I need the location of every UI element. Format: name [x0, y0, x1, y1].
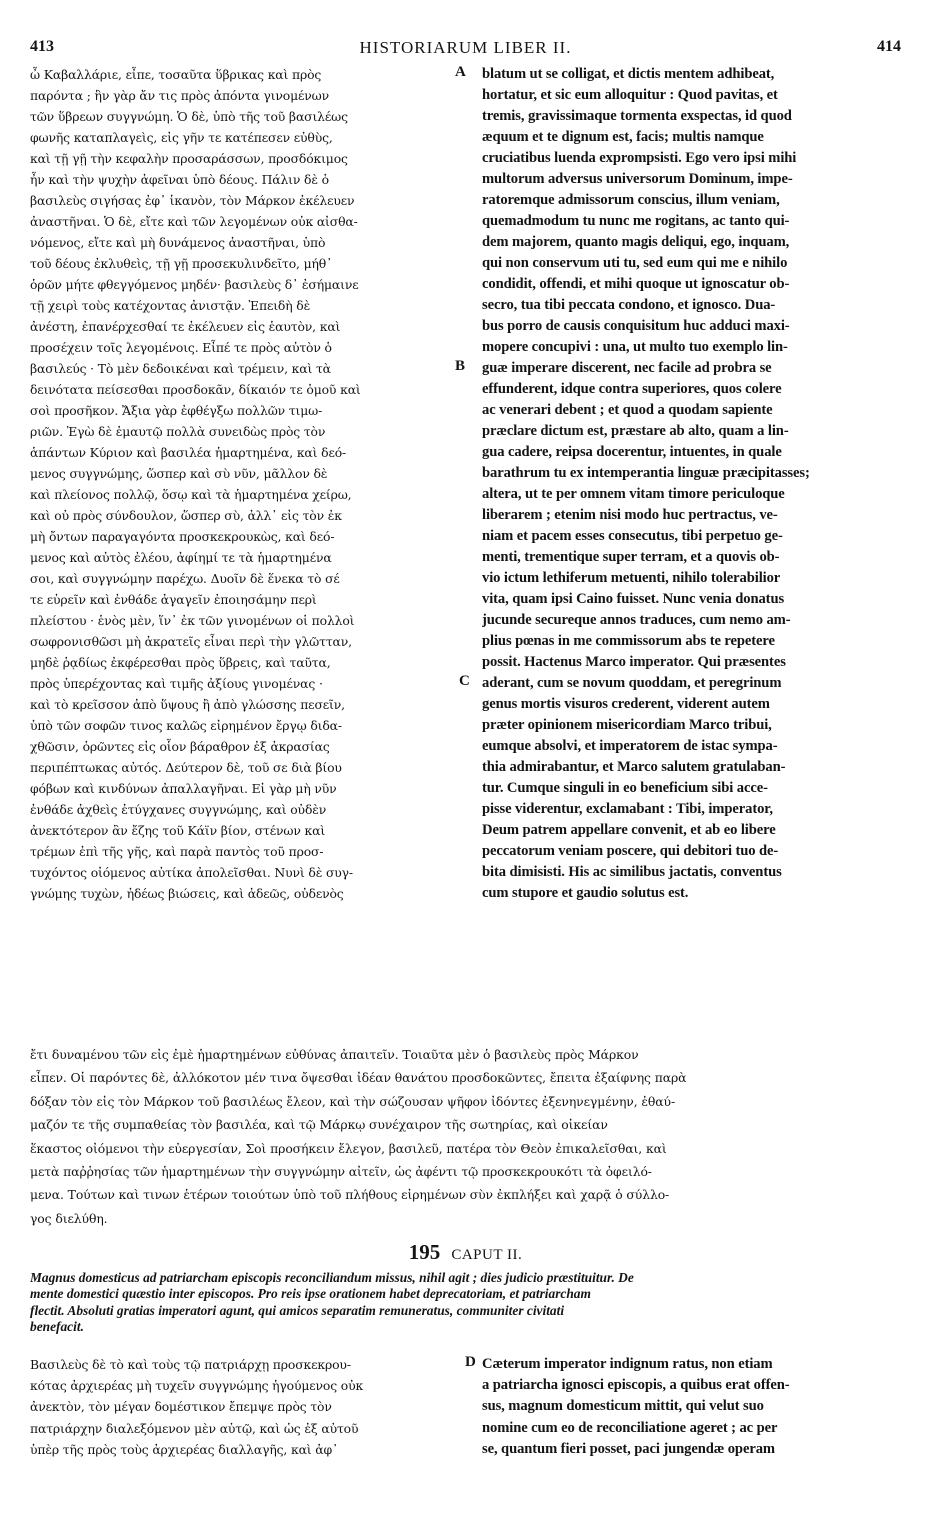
text-line: ἀνέστη, ἐπανέρχεσθαί τε ἐκέλευεν εἰς ἑαυτὸν, καὶ	[30, 319, 341, 334]
text-line: bus porro de causis conquisitum huc adduci maxi-	[482, 318, 790, 334]
margin-marker-c: C	[459, 673, 470, 689]
text-line: πλείστου · ἑνὸς μὲν, ἵν᾽ ἐκ τῶν γινομένων οἱ πολλοὶ	[30, 613, 355, 628]
text-line: niam et pacem esses consecutus, tibi perpetuo ge-	[482, 528, 783, 544]
text-line: μὴ ὄντων παραγαγόντα προσκεκρουκὼς, καὶ δεό-	[30, 529, 335, 544]
text-line: προσέχειν τοῖς λεγομένοις. Εἶπέ τε πρὸς αὐτὸν ὁ	[30, 340, 332, 355]
text-line: menti, trementique super terram, et a quovis ob-	[482, 549, 780, 565]
text-line: φωνῆς καταπλαγεὶς, εἰς γῆν τε κατέπεσεν εὐθὺς,	[30, 130, 333, 145]
text-line: χθῶσιν, ὁρῶντες εἰς οἷον βάραθρον ἐξ ἀκρασίας	[30, 739, 330, 754]
text-line: καὶ τὸ κρεῖσσον ἀπὸ ὕψους ἢ ἀπὸ γλώσσης πεσεῖν,	[30, 697, 345, 712]
text-line: præter opinionem misericordiam Marco tribui,	[482, 717, 772, 733]
text-line: ac venerari debent ; et quod a quodam sapiente	[482, 402, 773, 418]
text-line: aderant, cum se novum quoddam, et peregrinum	[482, 675, 782, 691]
text-line: ἔτι δυναμένου τῶν εἰς ἐμὲ ἡμαρτημένων εὐθύνας ἀπαιτεῖν. Τοιαῦτα μὲν ὁ βασιλεὺς πρὸς Μάρκον	[30, 1047, 639, 1062]
text-line: καὶ πλείονος πολλῷ, ὅσῳ καὶ τὰ ἡμαρτημένα χείρω,	[30, 487, 352, 502]
text-line: μενος καὶ αὐτὸς ἐλέου, ἀφίημί τε τὰ ἡμαρτημένα	[30, 550, 332, 565]
text-line: τυχόντος οἰόμενος αὐτίκα ἀπολεῖσθαι. Νυνὶ δὲ συγ-	[30, 865, 353, 880]
text-line: μενος συγγνώμης, ὥσπερ καὶ σὺ νῦν, μᾶλλον δὲ	[30, 466, 328, 481]
text-line: sus, magnum domesticum mittit, qui velut suo	[482, 1398, 764, 1415]
text-line: σοὶ προσῆκον. Ἄξια γὰρ ἐφθέγξω πολλῶν τιμω-	[30, 403, 323, 418]
text-line: hortatur, et sic eum alloquitur : Quod pavitas, et	[482, 87, 778, 103]
text-line: γος διελύθη.	[30, 1210, 108, 1226]
text-line: plius pœnas in me commissorum abs te repetere	[482, 633, 775, 649]
text-line: barathrum tu ex intemperantia linguæ præcipitasses;	[482, 465, 810, 481]
margin-marker-a: A	[455, 64, 466, 80]
text-line: πρὸς ὑπερέχοντας καὶ τιμῆς ἀξίους γινομένας ·	[30, 676, 323, 691]
text-line: τῶν ὕβρεων συγγνώμη. Ὁ δὲ, ὑπὸ τῆς τοῦ βασιλέως	[30, 109, 348, 124]
text-line: genus mortis visuros crederent, viderent autem	[482, 696, 770, 712]
text-line: vio ictum lethiferum metuenti, nihilo tolerabilior	[482, 570, 781, 586]
text-line: τε εὑρεῖν καὶ ἐνθάδε ἀγαγεῖν ἐποιησάμην περὶ	[30, 592, 317, 607]
text-line: βασιλεὺς σιγήσας ἐφ᾽ ἱκανὸν, τὸν Μάρκον ἐκέλευεν	[30, 193, 355, 208]
text-line: quemadmodum tu nunc me rogitans, ac tanto qui-	[482, 213, 790, 229]
text-line: blatum ut se colligat, et dictis mentem adhibeat,	[482, 66, 775, 82]
text-line: se, quantum fieri posset, paci jungendæ operam	[482, 1440, 775, 1457]
text-line: Deum patrem appellare convenit, et ab eo libere	[482, 822, 776, 838]
text-line: Magnus domesticus ad patriarcham episcopis reconciliandum missus, nihil agit ; dies judicio præstituitur. De	[30, 1270, 634, 1285]
text-line: tur. Cumque singuli in eo beneficium sibi acce-	[482, 780, 768, 796]
text-line: possit. Hactenus Marco imperator. Qui præsentes	[482, 654, 786, 670]
text-line: καὶ τῇ γῇ τὴν κεφαλὴν προσαράσσων, προσδόκιμος	[30, 151, 348, 166]
margin-marker-b: B	[455, 358, 466, 374]
text-line: altera, ut te per omnem vitam timore periculoque	[482, 486, 785, 502]
text-line: Βασιλεὺς δὲ τὸ καὶ τοὺς τῷ πατριάρχῃ προσκεκρου-	[30, 1357, 351, 1372]
page-number-right: 414	[877, 38, 901, 55]
text-line: a patriarcha ignosci episcopis, a quibus erat offen-	[482, 1377, 790, 1394]
text-line: ἐνθάδε ἀχθεὶς ἐτύγχανες συγγνώμης, καὶ οὐδὲν	[30, 802, 327, 817]
text-line: τῇ χειρὶ τοὺς κατέχοντας ἀνιστᾷν. Ἐπειδὴ δὲ	[30, 298, 311, 313]
text-line: effunderent, idque contra superiores, quos colere	[482, 381, 782, 397]
text-line: præclare dictum est, præstare ab alto, quam a lin-	[482, 423, 789, 439]
text-line: thia admirabantur, et Marco salutem gratulaban-	[482, 759, 786, 775]
page-header	[30, 38, 901, 58]
text-line: ἀνεκτότερον ἂν ἔζης τοῦ Κάϊν βίον, στένων καὶ	[30, 823, 326, 838]
margin-marker-d: D	[465, 1354, 476, 1370]
text-line: qui non conservum uti tu, sed eum qui me e nihilo	[482, 255, 788, 271]
text-line: ριῶν. Ἐγὼ δὲ ἐμαυτῷ πολλὰ συνειδὼς πρὸς τὸν	[30, 424, 326, 439]
text-line: ἀνεκτὸν, τὸν μέγαν δομέστικον ἔπεμψε πρὸς τὸν	[30, 1399, 332, 1415]
text-line: γνώμης τυχὼν, ἡδέως βιώσεις, καὶ ἀδεῶς, οὐδενὸς	[30, 886, 344, 901]
text-line: φόβων καὶ κινδύνων ἀπαλλαγῆναι. Εἰ γὰρ μὴ νῦν	[30, 781, 337, 796]
text-line: ἁπάντων Κύριον καὶ βασιλέα ἡμαρτημένα, καὶ δεό-	[30, 445, 347, 460]
text-line: gua cadere, reipsa docerentur, intuentes, in quale	[482, 444, 782, 460]
chapter-title: CAPUT II.	[451, 1247, 523, 1263]
text-line: ἀναστῆναι. Ὁ δὲ, εἴτε καὶ τῶν λεγομένων οὐκ αἰσθα-	[30, 214, 358, 229]
text-line: mopere concupivi : una, ut multo tuo exemplo lin-	[482, 339, 788, 355]
text-line: περιπέπτωκας αὐτός. Δεύτερον δὲ, τοῦ σε διὰ βίου	[30, 760, 342, 775]
greek-column-2	[30, 1354, 448, 1460]
text-line: ἕκαστος οἰόμενοι τὴν εὐεργεσίαν, Σοὶ προσήκειν ἔλεγον, βασιλεῦ, πατέρα τὸν Θεὸν ἐπικαλεῖσθαι, καὶ	[30, 1140, 667, 1156]
text-line: σοι, καὶ συγγνώμην παρέχω. Δυοῖν δὲ ἕνεκα τὸ σέ	[30, 571, 340, 586]
text-line: multorum adversus universorum Dominum, impe-	[482, 171, 793, 187]
text-line: secro, tua tibi peccata condono, et ignosco. Dua-	[482, 297, 776, 313]
text-line: καὶ οὐ πρὸς σύνδουλον, ὥσπερ σὺ, ἀλλ᾽ εἰς τὸν ἐκ	[30, 508, 342, 523]
text-line: peccatorum veniam poscere, qui debitori tuo de-	[482, 843, 779, 859]
text-line: bita dimisisti. His ac similibus jactatis, conventus	[482, 864, 782, 880]
text-line: liberarem ; etenim nisi modo huc pertractus, ve-	[482, 507, 778, 523]
text-line: εἶπεν. Οἱ παρόντες δὲ, ἀλλόκοτον μέν τινα ὄψεσθαι ἰδέαν θανάτου προσδοκῶντες, ἔπειτα ἐξαίφνης παρὰ	[30, 1070, 687, 1086]
text-line: jucunde secureque annos traduces, cum nemo am-	[482, 612, 791, 628]
page-number-left: 413	[30, 38, 54, 55]
text-line: μηδὲ ῥᾳδίως ἐκφέρεσθαι πρὸς ὕβρεις, καὶ ταῦτα,	[30, 655, 331, 670]
text-line: παρόντα ; ἣν γὰρ ἄν τις πρὸς ἀπόντα γινομένων	[30, 88, 329, 103]
running-title: HISTORIARUM LIBER II.	[359, 38, 572, 57]
text-line: δεινότατα πείσεσθαι προσδοκᾶν, δίκαιόν τε ὁμοῦ καὶ	[30, 382, 361, 397]
greek-full-width-paragraph	[30, 1043, 901, 1230]
text-line: βασιλεύς · Τὸ μὲν δεδοικέναι καὶ τρέμειν, καὶ τὰ	[30, 361, 331, 376]
text-line: cum stupore et gaudio solutus est.	[482, 885, 689, 901]
text-line: ratoremque admissorum conscius, illum veniam,	[482, 192, 780, 208]
text-line: ὁρῶν μήτε φθεγγόμενος μηδέν· βασιλεὺς δ᾽ ἐσήμαινε	[30, 277, 359, 292]
text-line: æquum et te dignum est, facis; multis namque	[482, 129, 764, 145]
text-line: guæ imperare discerent, nec facile ad probra se	[482, 360, 772, 376]
text-line: mente domestici quæstio inter episcopos. Pro reis ipse orationem habet deprecatoriam, et patriarcham	[30, 1286, 591, 1302]
text-line: benefacit.	[30, 1319, 84, 1335]
text-line: eumque absolvi, et imperatorem de istac sympa-	[482, 738, 778, 754]
latin-column	[482, 64, 900, 904]
text-line: ὑπὲρ τῆς πρὸς τοὺς ἀρχιερέας διαλλαγῆς, καὶ ἀφ᾽	[30, 1441, 339, 1457]
text-line: vita, quam ipsi Caino fuisset. Nunc venia donatus	[482, 591, 785, 607]
text-line: flectit. Absoluti gratias imperatori agunt, qui amicos separatim remuneratus, communiter civitati	[30, 1302, 565, 1318]
text-line: πατριάρχην διαλεξόμενον μὲν αὐτῷ, καὶ ὡς ἐξ αὐτοῦ	[30, 1420, 359, 1436]
chapter-number: 195	[408, 1240, 441, 1264]
text-line: ὦ Καβαλλάριε, εἶπε, τοσαῦτα ὕβρικας καὶ πρὸς	[30, 67, 322, 82]
text-line: μενα. Τούτων καὶ τινων ἑτέρων τοιούτων ὑπὸ τοῦ πλήθους εἰρημένων σὺν ἐκπλήξει καὶ χαρᾷ ὁ σύλλο-	[30, 1187, 670, 1203]
text-line: δόξαν τὸν εἰς τὸν Μάρκον τοῦ βασιλέως ἔλεον, καὶ τὴν σώζουσαν ψῆφον ἰδόντες ἐξενηνεγμένην, ἐθαύ-	[30, 1093, 676, 1109]
text-line: nomine cum eo de reconciliatione ageret ; ac per	[482, 1419, 778, 1436]
text-line: tremis, gravissimaque tormenta exspectas, id quod	[482, 108, 792, 124]
text-line: τοῦ δέους ἐκλυθεὶς, τῇ γῇ προσεκυλινδεῖτο, μήθ᾽	[30, 256, 333, 271]
latin-column-2	[482, 1354, 900, 1460]
text-line: ὑπὸ τῶν σοφῶν τινος καλῶς εἰρημένον ἔργῳ διδα-	[30, 718, 342, 733]
text-line: μαζόν τε τῆς συμπαθείας τὸν βασιλέα, καὶ τῷ Μάρκῳ συνέχαιρον τῆς σωτηρίας, καὶ οἰκείαν	[30, 1117, 608, 1133]
text-line: pisse viderentur, exclamabant : Tibi, imperator,	[482, 801, 773, 817]
text-line: Cæterum imperator indignum ratus, non etiam	[482, 1356, 773, 1372]
text-line: κότας ἀρχιερέας μὴ τυχεῖν συγγνώμης ἡγούμενος οὐκ	[30, 1378, 364, 1394]
text-line: σωφρονισθῶσι μὴ ἀκρατεῖς εἶναι περὶ τὴν γλῶτταν,	[30, 634, 352, 649]
text-line: μετὰ παῤῥησίας τῶν ἡμαρτημένων τὴν συγγνώμην αἰτεῖν, ὡς ἀφέντι τῷ προσκεκρουκότι τὰ ὀφειλό-	[30, 1164, 652, 1180]
chapter-summary	[30, 1270, 901, 1336]
text-line: ἦν καὶ τὴν ψυχὴν ἀφεῖναι ὑπὸ δέους. Πάλιν δὲ ὁ	[30, 172, 329, 187]
text-line: condidit, offendi, et mihi quoque ut ignoscatur ob-	[482, 276, 790, 292]
text-line: τρέμων ἐπὶ τῆς γῆς, καὶ παρὰ παντὸς τοῦ προσ-	[30, 844, 324, 859]
text-line: dem majorem, quanto magis deliqui, ego, inquam,	[482, 234, 790, 250]
greek-column	[30, 64, 448, 904]
text-line: cruciatibus luenda exprompsisti. Ego vero ipsi mihi	[482, 150, 797, 166]
text-line: νόμενος, εἴτε καὶ μὴ δυνάμενος ἀναστῆναι, ὑπὸ	[30, 235, 326, 250]
chapter-heading	[0, 1240, 931, 1265]
